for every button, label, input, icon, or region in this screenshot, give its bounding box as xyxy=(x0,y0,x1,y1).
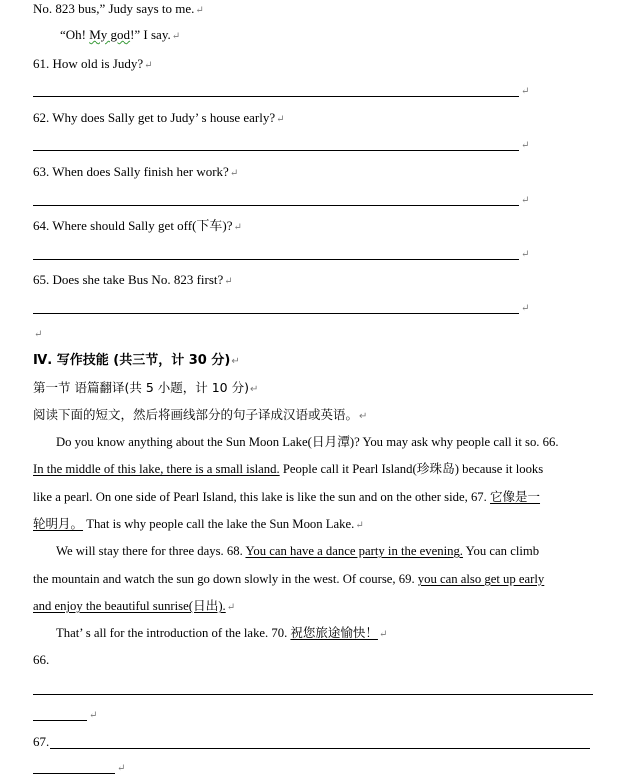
translate-sentence-70: 祝您旅途愉快！ xyxy=(290,625,378,640)
passage-p3-line1 xyxy=(56,625,387,643)
passage-text: You can climb xyxy=(462,544,540,558)
paragraph-mark-icon: ↵ xyxy=(378,629,388,640)
spellcheck-word: My god xyxy=(89,27,131,42)
answer-66-label xyxy=(33,652,49,668)
paragraph-mark-icon: ↵ xyxy=(521,195,530,206)
answer-line-63[interactable] xyxy=(33,205,519,206)
passage-text: We will stay there for three days. 68. xyxy=(56,544,246,558)
paragraph-mark-icon: ↵ xyxy=(355,520,364,531)
translate-sentence-69-cont: and enjoy the beautiful sunrise(日出). xyxy=(33,599,226,613)
paragraph-mark-icon: ↵ xyxy=(195,5,204,16)
intro-line-2 xyxy=(60,27,180,45)
paragraph-mark-icon: ↵ xyxy=(521,249,530,260)
translate-sentence-69: you can also get up early xyxy=(417,572,545,586)
paragraph-mark-icon: ↵ xyxy=(231,356,240,367)
passage-p2-line3 xyxy=(33,598,235,616)
answer-67-number: 67. xyxy=(33,734,50,749)
section-subheading xyxy=(33,380,258,398)
intro-line-2-post: !” I say. xyxy=(130,27,171,42)
translate-sentence-67-cont: 轮明月。 xyxy=(33,516,84,531)
question-65 xyxy=(33,272,233,290)
passage-p1-line2 xyxy=(33,461,543,477)
paragraph-mark-icon: ↵ xyxy=(144,60,153,71)
paragraph-mark-icon: ↵ xyxy=(34,329,43,340)
paragraph-mark-icon: ↵ xyxy=(117,763,126,774)
passage-p2-line1 xyxy=(56,543,539,559)
question-65-text: 65. Does she take Bus No. 823 first? xyxy=(33,272,224,287)
passage-p1-line4 xyxy=(33,516,364,534)
answer-line-64[interactable] xyxy=(33,259,519,260)
question-63-text: 63. When does Sally finish her work? xyxy=(33,164,229,179)
section-subheading-text: 第一节 语篇翻译(共 5 小题，计 10 分) xyxy=(33,380,249,395)
answer-line-66-cont[interactable] xyxy=(33,720,87,721)
section-instruction-text: 阅读下面的短文，然后将画线部分的句子译成汉语或英语。 xyxy=(33,407,359,422)
answer-line-65[interactable] xyxy=(33,313,519,314)
paragraph-mark-icon: ↵ xyxy=(226,602,236,613)
passage-text: That is why people call the lake the Sun Moon Lake. xyxy=(83,517,355,531)
passage-text: People call it Pearl Island(珍珠岛) because it looks xyxy=(279,462,544,476)
translate-sentence-67: 它像是一 xyxy=(490,489,541,504)
answer-line-67-cont[interactable] xyxy=(33,773,115,774)
passage-text: Do you know anything about the Sun Moon Lake(日月潭)? You may ask why people call it so. 66. xyxy=(56,435,559,449)
paragraph-mark-icon: ↵ xyxy=(521,303,530,314)
translate-sentence-68: You can have a dance party in the evening. xyxy=(245,544,463,558)
section-instruction xyxy=(33,407,367,425)
question-64 xyxy=(33,218,242,236)
passage-p1-line1 xyxy=(56,434,559,450)
passage-p2-line2 xyxy=(33,571,544,587)
passage-p1-line3 xyxy=(33,489,540,505)
paragraph-mark-icon: ↵ xyxy=(229,168,239,179)
paragraph-mark-icon: ↵ xyxy=(89,710,98,721)
passage-text: the mountain and watch the sun go down slowly in the west. Of course, 69. xyxy=(33,572,418,586)
paragraph-mark-icon: ↵ xyxy=(249,384,259,395)
paragraph-mark-icon: ↵ xyxy=(359,411,368,422)
section-heading xyxy=(33,353,240,370)
question-63 xyxy=(33,164,238,182)
paragraph-mark-icon: ↵ xyxy=(224,276,233,287)
translate-sentence-66: In the middle of this lake, there is a small island. xyxy=(33,462,280,476)
paragraph-mark-icon: ↵ xyxy=(521,140,530,151)
question-61 xyxy=(33,56,153,74)
paragraph-mark-icon: ↵ xyxy=(171,31,181,42)
answer-66-number: 66. xyxy=(33,652,50,667)
paragraph-mark-icon: ↵ xyxy=(276,114,285,125)
intro-line-1 xyxy=(33,1,204,19)
intro-line-2-pre: “Oh! xyxy=(60,27,90,42)
section-heading-text: Ⅳ. 写作技能 (共三节，计 30 分) xyxy=(33,353,231,368)
paragraph-mark-icon: ↵ xyxy=(233,222,242,233)
answer-line-67[interactable] xyxy=(50,748,590,749)
question-62 xyxy=(33,110,285,128)
passage-text: like a pearl. On one side of Pearl Island, this lake is like the sun and on the other side, 67. xyxy=(33,490,490,504)
question-61-text: 61. How old is Judy? xyxy=(33,56,144,71)
passage-text: That’ s all for the introduction of the lake. 70. xyxy=(56,626,291,640)
answer-line-66[interactable] xyxy=(33,694,593,695)
paragraph-mark-icon: ↵ xyxy=(521,86,530,97)
answer-line-62[interactable] xyxy=(33,150,519,151)
answer-line-61[interactable] xyxy=(33,96,519,97)
question-62-text: 62. Why does Sally get to Judy’ s house early? xyxy=(33,110,276,125)
question-64-text: 64. Where should Sally get off(下车)? xyxy=(33,218,233,233)
answer-67-label xyxy=(33,734,49,750)
intro-line-1-text: No. 823 bus,” Judy says to me. xyxy=(33,1,195,16)
